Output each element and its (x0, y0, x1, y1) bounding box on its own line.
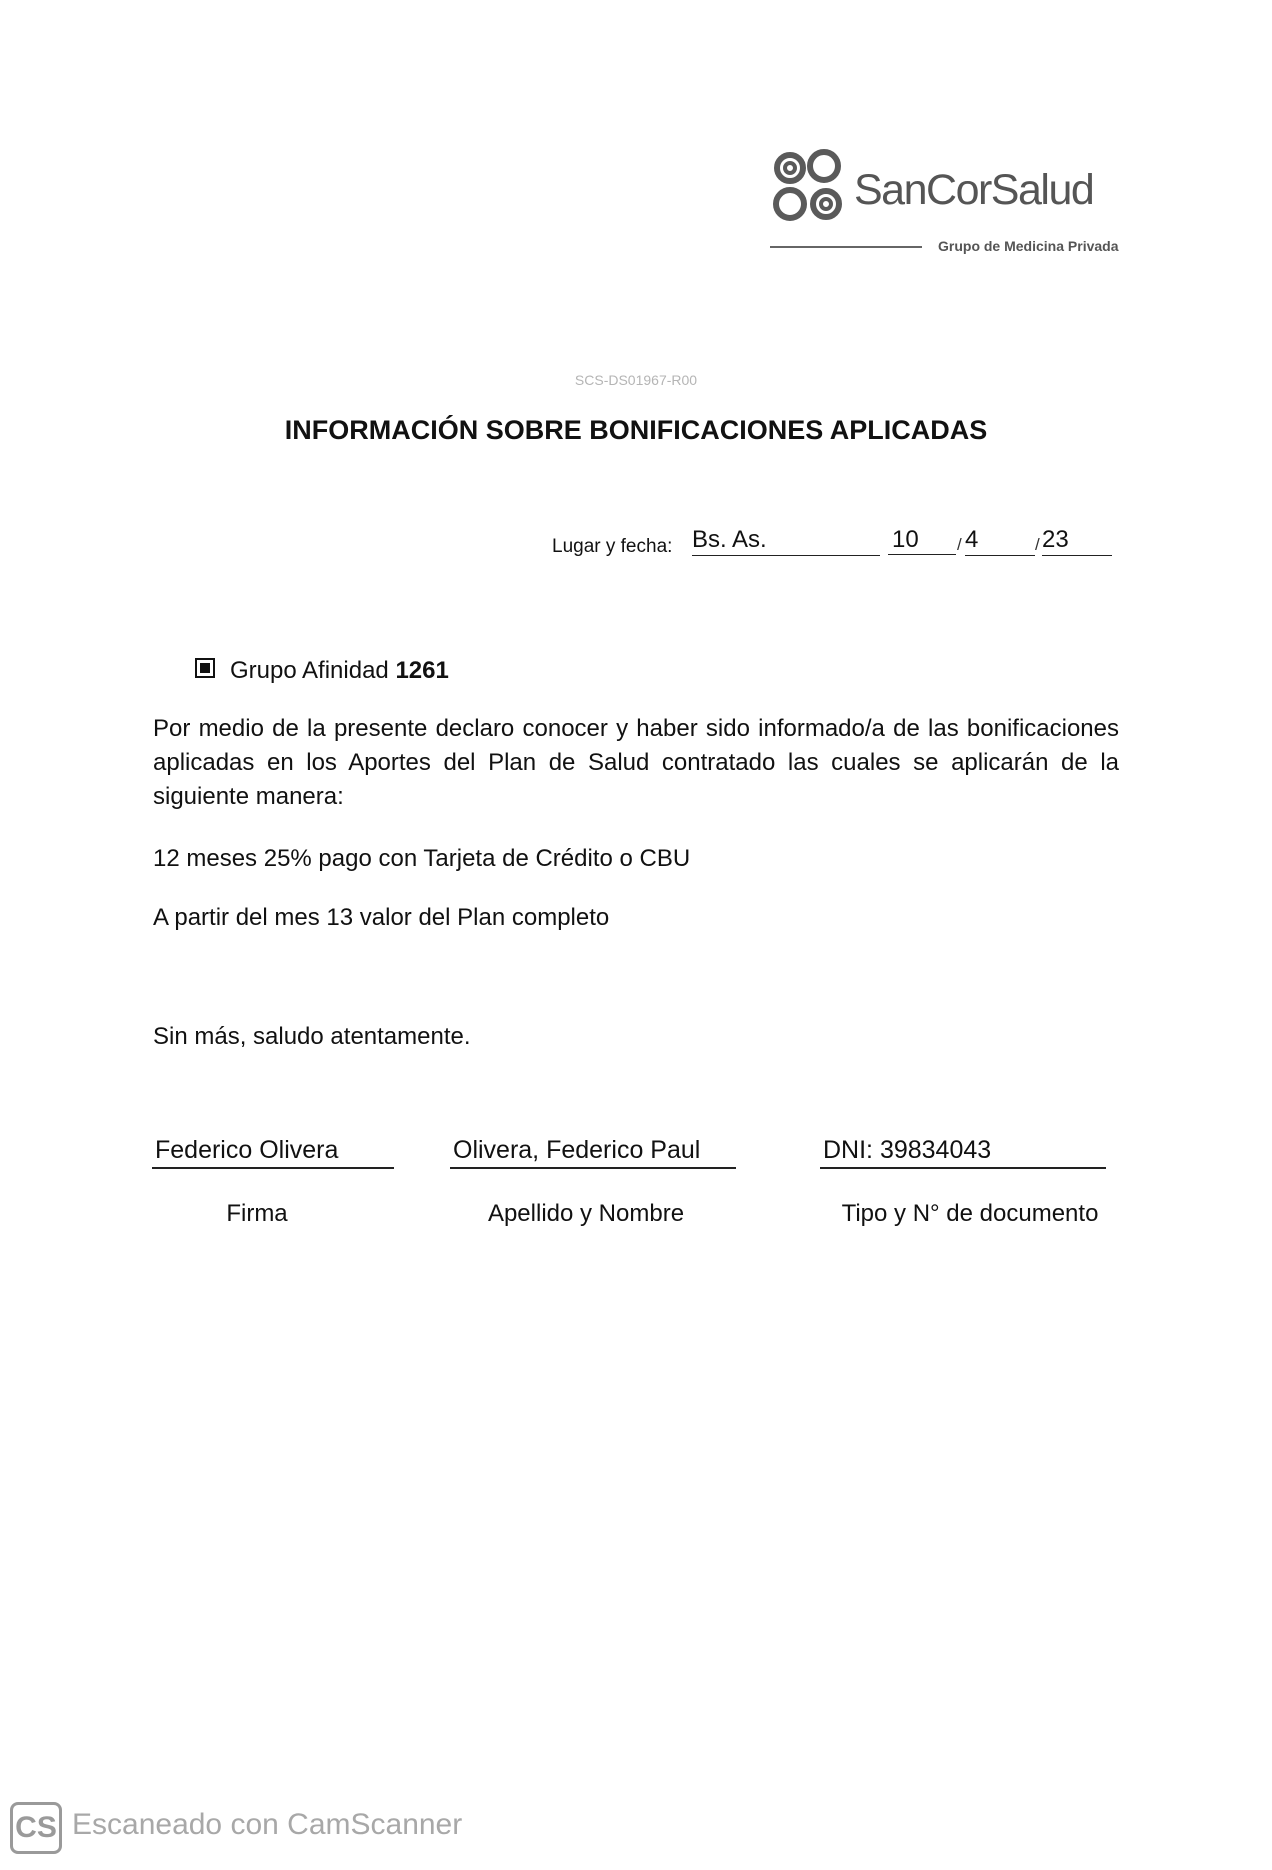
bonus-item-1: 12 meses 25% pago con Tarjeta de Crédito o CBU (153, 845, 691, 872)
day-field: 10 (888, 525, 956, 555)
document-caption: Tipo y N° de documento (841, 1200, 1099, 1227)
group-label: Grupo Afinidad (230, 657, 389, 684)
date-separator: / (957, 535, 962, 554)
brand-tagline: Grupo de Medicina Privada (938, 238, 1119, 254)
signature-caption: Firma (226, 1200, 288, 1227)
closing-text: Sin más, saludo atentamente. (153, 1023, 471, 1050)
full-name-caption: Apellido y Nombre (487, 1200, 685, 1227)
sancor-logo-mark-icon (770, 148, 850, 228)
document-code: SCS-DS01967-R00 (574, 372, 698, 388)
camscanner-logo-icon: CS (10, 1802, 62, 1854)
brand-name: SanCorSalud (854, 166, 1094, 214)
declaration-paragraph: Por medio de la presente declaro conocer y haber sido informado/a de las bonificaciones aplicadas en los Aportes del Plan de Salud contratado las cuales se aplicarán de la siguiente manera: (153, 715, 1119, 810)
logo-divider (770, 246, 922, 248)
date-separator: / (1035, 535, 1040, 554)
sancor-logo (770, 148, 1120, 258)
month-field: 4 (965, 525, 1035, 556)
year-field: 23 (1042, 525, 1112, 556)
full-name-field: Olivera, Federico Paul (450, 1131, 736, 1169)
bonus-item-2: A partir del mes 13 valor del Plan completo (153, 904, 610, 931)
document-title: INFORMACIÓN SOBRE BONIFICACIONES APLICADAS (284, 415, 988, 445)
place-date-label: Lugar y fecha: (552, 536, 673, 557)
group-line (230, 657, 449, 685)
place-field: Bs. As. (692, 525, 880, 556)
group-number: 1261 (395, 657, 449, 684)
camscanner-watermark: Escaneado con CamScanner (72, 1808, 463, 1841)
signature-field: Federico Olivera (152, 1131, 394, 1169)
checkbox-check-icon (200, 663, 210, 673)
group-checkbox[interactable] (195, 658, 215, 678)
document-number-field: DNI: 39834043 (820, 1131, 1106, 1169)
